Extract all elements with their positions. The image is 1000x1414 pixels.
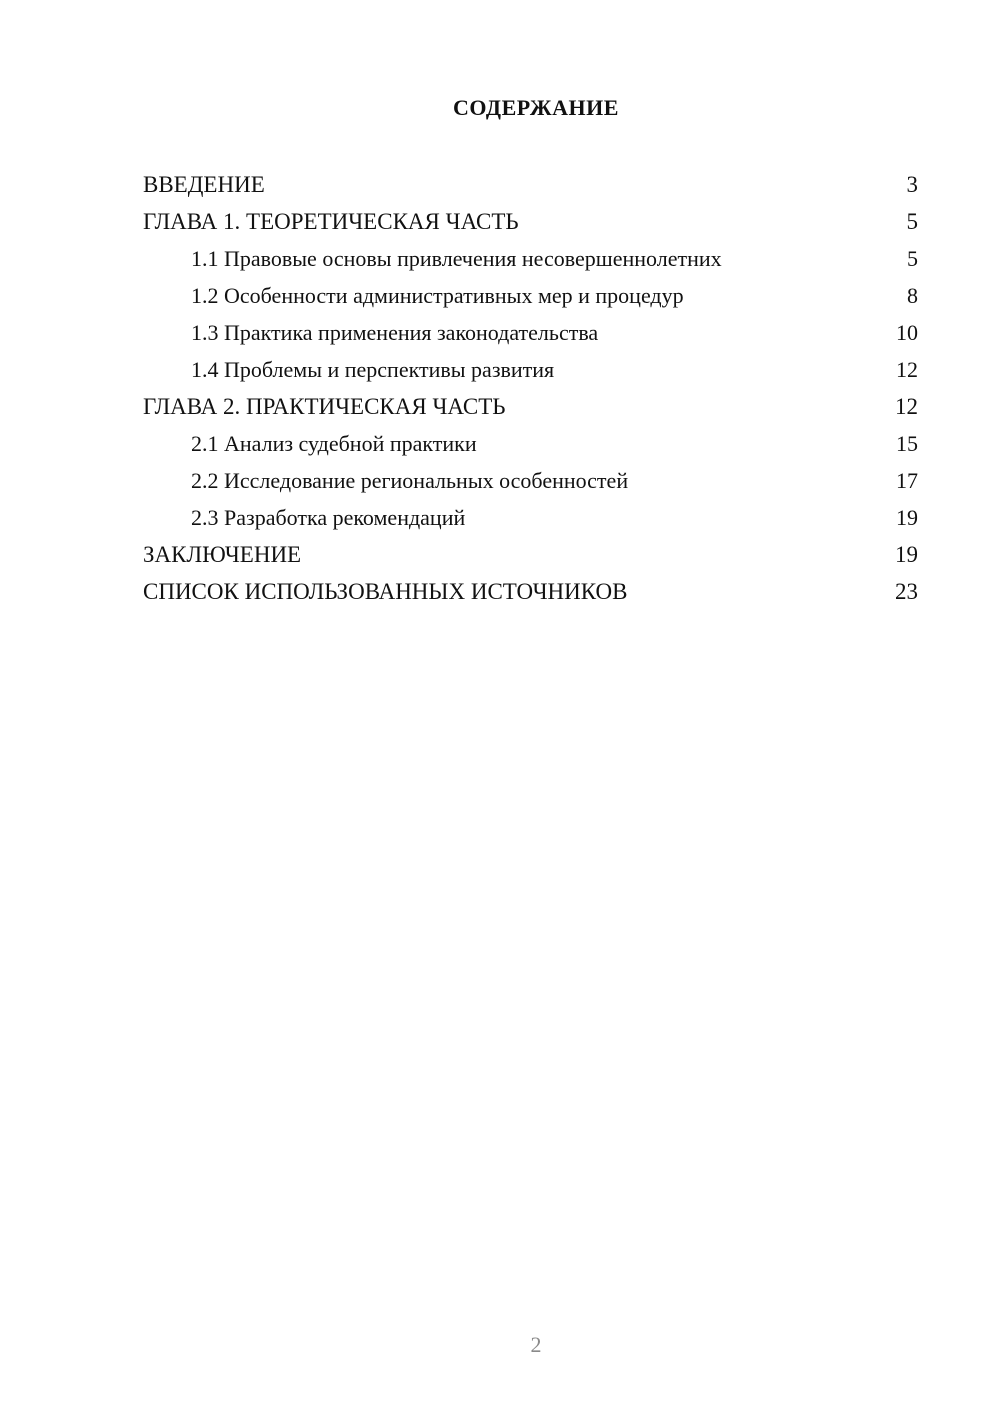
toc-entry-label: ГЛАВА 1. ТЕОРЕТИЧЕСКАЯ ЧАСТЬ (143, 209, 519, 234)
toc-entry-label: 1.4 Проблемы и перспективы развития (191, 357, 555, 382)
toc-entry-label: 2.2 Исследование региональных особенностей (191, 468, 629, 493)
toc-entry-page: 3 (906, 172, 918, 197)
toc-entry-label: СПИСОК ИСПОЛЬЗОВАННЫХ ИСТОЧНИКОВ (143, 579, 628, 604)
toc-entry-section-2-2[interactable] (143, 462, 918, 499)
toc-entry-page: 5 (907, 246, 918, 271)
toc-entry-section-2-3[interactable] (143, 499, 918, 536)
toc-entry-label: ВВЕДЕНИЕ (143, 172, 265, 197)
toc-entry-chapter-1[interactable] (143, 203, 918, 240)
toc-entry-section-1-1[interactable] (143, 240, 918, 277)
toc-entry-label: 1.3 Практика применения законодательства (191, 320, 599, 345)
toc-entry-page: 8 (907, 283, 918, 308)
table-of-contents (143, 166, 918, 610)
toc-entry-page: 19 (895, 542, 918, 567)
toc-entry-page: 17 (896, 468, 918, 493)
toc-entry-label: 1.1 Правовые основы привлечения несовершеннолетних (191, 246, 722, 271)
toc-entry-page: 23 (895, 579, 918, 604)
toc-entry-conclusion[interactable] (143, 536, 918, 573)
toc-entry-page: 15 (896, 431, 918, 456)
toc-entry-introduction[interactable] (143, 166, 918, 203)
toc-entry-label: 2.3 Разработка рекомендаций (191, 505, 466, 530)
toc-entry-section-1-2[interactable] (143, 277, 918, 314)
toc-entry-label: 2.1 Анализ судебной практики (191, 431, 477, 456)
toc-entry-page: 5 (906, 209, 918, 234)
toc-entry-label: ЗАКЛЮЧЕНИЕ (143, 542, 302, 567)
page-number: 2 (530, 1332, 542, 1357)
toc-entry-page: 12 (895, 394, 918, 419)
toc-entry-page: 12 (896, 357, 918, 382)
toc-entry-references[interactable] (143, 573, 918, 610)
toc-entry-section-2-1[interactable] (143, 425, 918, 462)
toc-entry-page: 10 (896, 320, 918, 345)
toc-entry-page: 19 (896, 505, 918, 530)
toc-entry-label: 1.2 Особенности административных мер и процедур (191, 283, 684, 308)
toc-entry-chapter-2[interactable] (143, 388, 918, 425)
toc-entry-section-1-4[interactable] (143, 351, 918, 388)
toc-entry-section-1-3[interactable] (143, 314, 918, 351)
page-title: СОДЕРЖАНИЕ (453, 95, 619, 120)
toc-entry-label: ГЛАВА 2. ПРАКТИЧЕСКАЯ ЧАСТЬ (143, 394, 506, 419)
